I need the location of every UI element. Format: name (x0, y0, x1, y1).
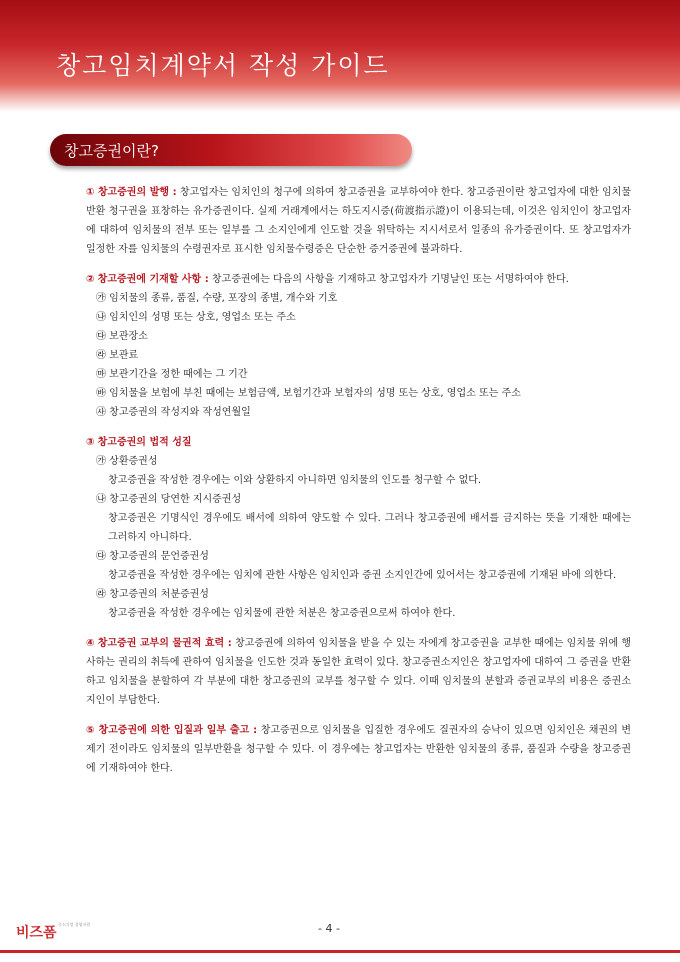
list-item: ㉳ 임치물을 보험에 부친 때에는 보험금액, 보험기간과 보험자의 성명 또는 상호, 영업소 또는 주소 (96, 388, 521, 399)
paragraph-issuance (86, 183, 631, 259)
sub-item-title: ㉮ 상환증권성 (96, 456, 158, 467)
paragraph-text: 창고증권으로 임치물을 입질한 경우에도 질권자의 승낙이 있으면 임치인은 채권의 변제기 전이라도 임치물의 일부반환을 청구할 수 있다. 이 경우에는 창고업자는 반환한 임치물의 종류, 품질과 수량을 창고증권에 기재하여야 한다. (86, 725, 632, 774)
logo-tagline: 중소기업 경영지원 (58, 922, 91, 927)
paragraph-real-effect (86, 634, 631, 710)
sub-item-body: 창고증권을 작성한 경우에는 임치에 관한 사항은 임치인과 증권 소지인간에 있어서는 창고증권에 기재된 바에 의한다. (108, 570, 617, 581)
page-number: - 4 - (318, 922, 340, 935)
paragraph-number: ⑤ (86, 725, 95, 736)
list-item: ㉰ 보관장소 (96, 331, 148, 342)
section-title: 창고증권이란? (64, 142, 159, 160)
sub-item-title: ㉯ 창고증권의 당연한 지시증권성 (96, 494, 242, 505)
paragraph-required-entries (86, 270, 631, 422)
sub-item-title: ㉱ 창고증권의 처분증권성 (96, 589, 209, 600)
list-item: ㉮ 임치물의 종류, 품질, 수량, 포장의 종별, 개수와 기호 (96, 293, 338, 304)
paragraph-legal-nature (86, 433, 631, 623)
list-item: ㉱ 보관료 (96, 350, 139, 361)
document-title: 창고임치계약서 작성 가이드 (56, 51, 390, 80)
document-body (86, 183, 631, 789)
sub-item-body: 창고증권을 작성한 경우에는 이와 상환하지 아니하면 임치물의 인도를 청구할 수 없다. (108, 475, 482, 486)
sub-item-title: ㉰ 창고증권의 문언증권성 (96, 551, 209, 562)
paragraph-text: 창고업자는 임치인의 청구에 의하여 창고증권을 교부하여야 한다. 창고증권이란 창고업자에 대한 임치물반환 청구권을 표창하는 유가증권이다. 실제 거래계에서는 하도지시증(荷渡指示證)이 이용되는데, 이것은 임치인이 창고업자에 대하여 임치물의 전부 또는 일부를 그 소지인에게 인도할 것을 위탁하는 지시서로서 일종의 유가증권이다. 또 창고업자가 일정한 자를 임치물의 수령권자로 표시한 임치물수령증은 단순한 증거증권에 불과하다. (86, 187, 631, 255)
paragraph-text: 창고증권에 의하여 임치물을 받을 수 있는 자에게 창고증권을 교부한 때에는 임치물 위에 행사하는 권리의 취득에 관하여 임치물을 인도한 것과 동일한 효력이 있다. 창고증권소지인은 창고업자에 대하여 그 증권을 반환하고 임치물을 분할하여 각 부분에 대한 창고증권의 교부를 청구할 수 있다. 이때 임치물의 분할과 증권교부의 비용은 증권소지인이 부담한다. (86, 638, 631, 706)
paragraph-number: ① (86, 187, 95, 198)
section-title-pill (50, 134, 412, 166)
bizforms-logo (16, 920, 91, 944)
paragraph-text: 창고증권에는 다음의 사항을 기재하고 창고업자가 기명날인 또는 서명하여야 한다. (208, 274, 569, 285)
list-item: ㉴ 창고증권의 작성지와 작성연월일 (96, 407, 251, 418)
paragraph-number: ④ (86, 638, 95, 649)
sub-item-body: 창고증권은 기명식인 경우에도 배서에 의하여 양도할 수 있다. 그러나 창고증권에 배서를 금지하는 뜻을 기재한 때에는 그러하지 아니하다. (108, 513, 631, 543)
list-item: ㉯ 임치인의 성명 또는 상호, 영업소 또는 주소 (96, 312, 296, 323)
sub-item-body: 창고증권을 작성한 경우에는 임치물에 관한 처분은 창고증권으로써 하여야 한다. (108, 608, 456, 619)
list-item: ㉲ 보관기간을 정한 때에는 그 기간 (96, 369, 248, 380)
paragraph-heading: 창고증권 교부의 물권적 효력 : (97, 638, 232, 649)
paragraph-number: ③ (86, 437, 95, 448)
paragraph-heading: 창고증권의 법적 성질 (97, 437, 192, 448)
paragraph-heading: 창고증권에 기재할 사항 : (97, 274, 209, 285)
paragraph-pledge-partial-release (86, 721, 631, 778)
paragraph-heading: 창고증권의 발행 : (97, 187, 177, 198)
footer-divider (0, 950, 680, 953)
page-header-banner (0, 0, 680, 112)
paragraph-number: ② (86, 274, 95, 285)
paragraph-heading: 창고증권에 의한 입질과 일부 출고 : (98, 725, 258, 736)
logo-brand-text: 비즈폼 (16, 925, 57, 941)
